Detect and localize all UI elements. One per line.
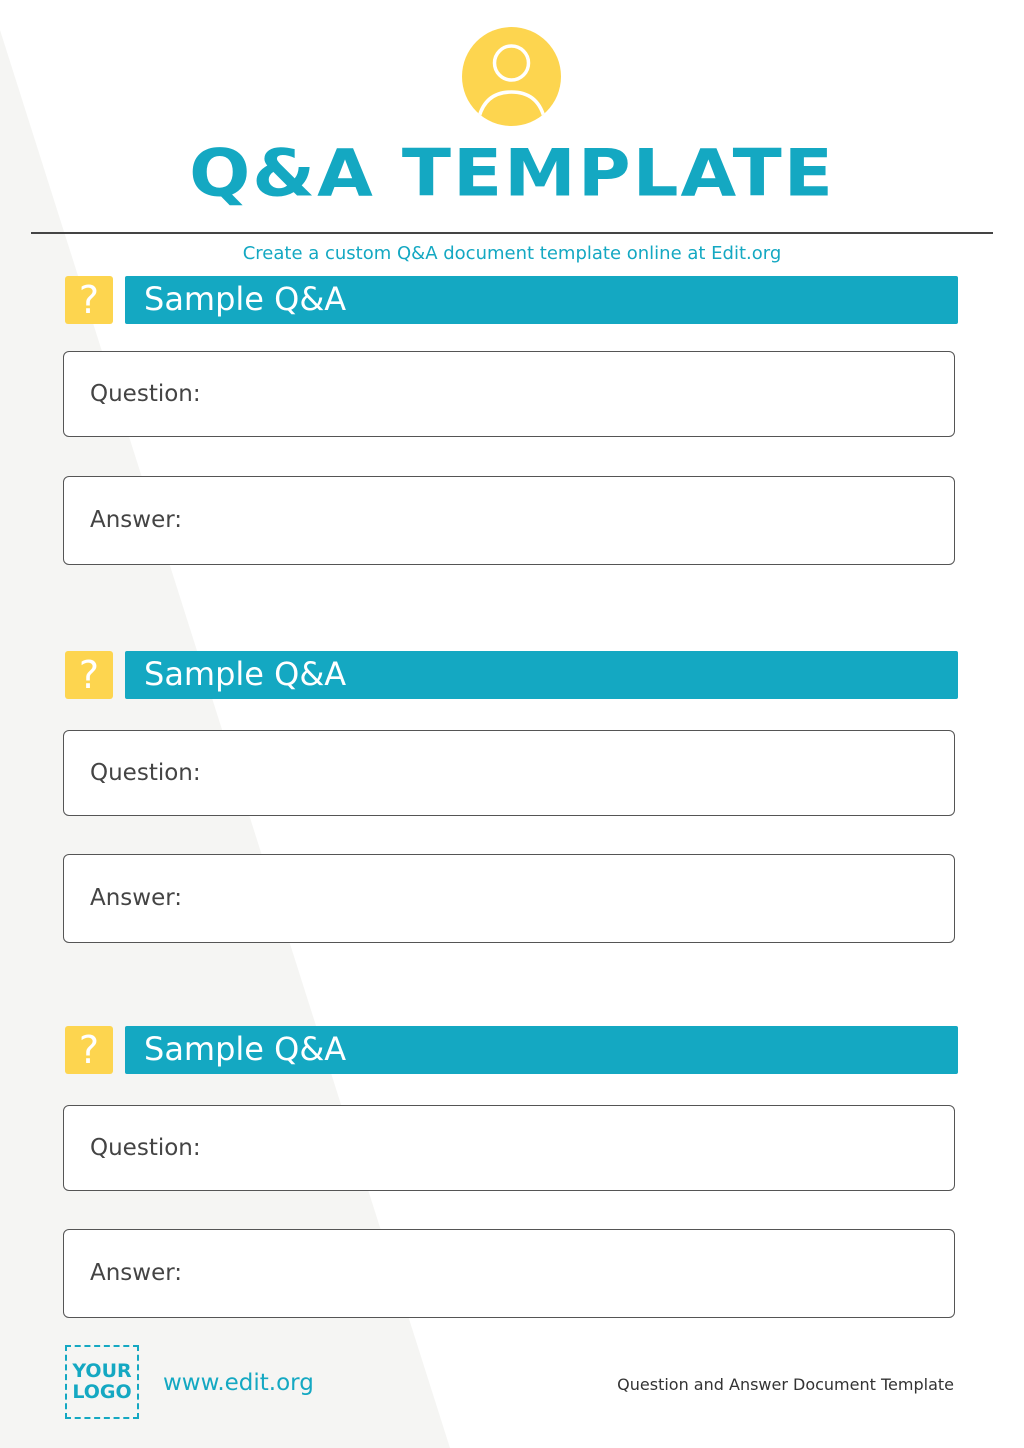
user-icon (462, 27, 561, 126)
section-heading-text: Sample Q&A (144, 1030, 347, 1068)
section-heading (125, 651, 958, 699)
section-heading-text: Sample Q&A (144, 280, 347, 318)
section-heading-text: Sample Q&A (144, 655, 347, 693)
question-label: Question: (90, 1135, 201, 1161)
question-label: Question: (90, 381, 201, 407)
question-mark-icon: ? (65, 651, 113, 699)
page-title: Q&A TEMPLATE (189, 135, 835, 211)
answer-label: Answer: (90, 507, 183, 533)
divider (31, 232, 993, 234)
page-subtitle: Create a custom Q&A document template online at Edit.org (242, 243, 782, 264)
answer-field[interactable] (63, 1229, 955, 1318)
answer-label: Answer: (90, 1260, 183, 1286)
question-field[interactable] (63, 1105, 955, 1191)
answer-field[interactable] (63, 854, 955, 943)
logo-placeholder (65, 1345, 139, 1419)
answer-label: Answer: (90, 885, 183, 911)
website-link[interactable]: www.edit.org (163, 1370, 314, 1396)
question-mark-icon: ? (65, 1026, 113, 1074)
section-heading (125, 276, 958, 324)
question-field[interactable] (63, 730, 955, 816)
footer-caption: Question and Answer Document Template (617, 1375, 954, 1394)
question-mark-icon: ? (65, 276, 113, 324)
logo-text-line2: LOGO (72, 1381, 132, 1403)
answer-field[interactable] (63, 476, 955, 565)
question-label: Question: (90, 760, 201, 786)
question-field[interactable] (63, 351, 955, 437)
logo-text-line1: YOUR (72, 1360, 132, 1382)
section-heading (125, 1026, 958, 1074)
